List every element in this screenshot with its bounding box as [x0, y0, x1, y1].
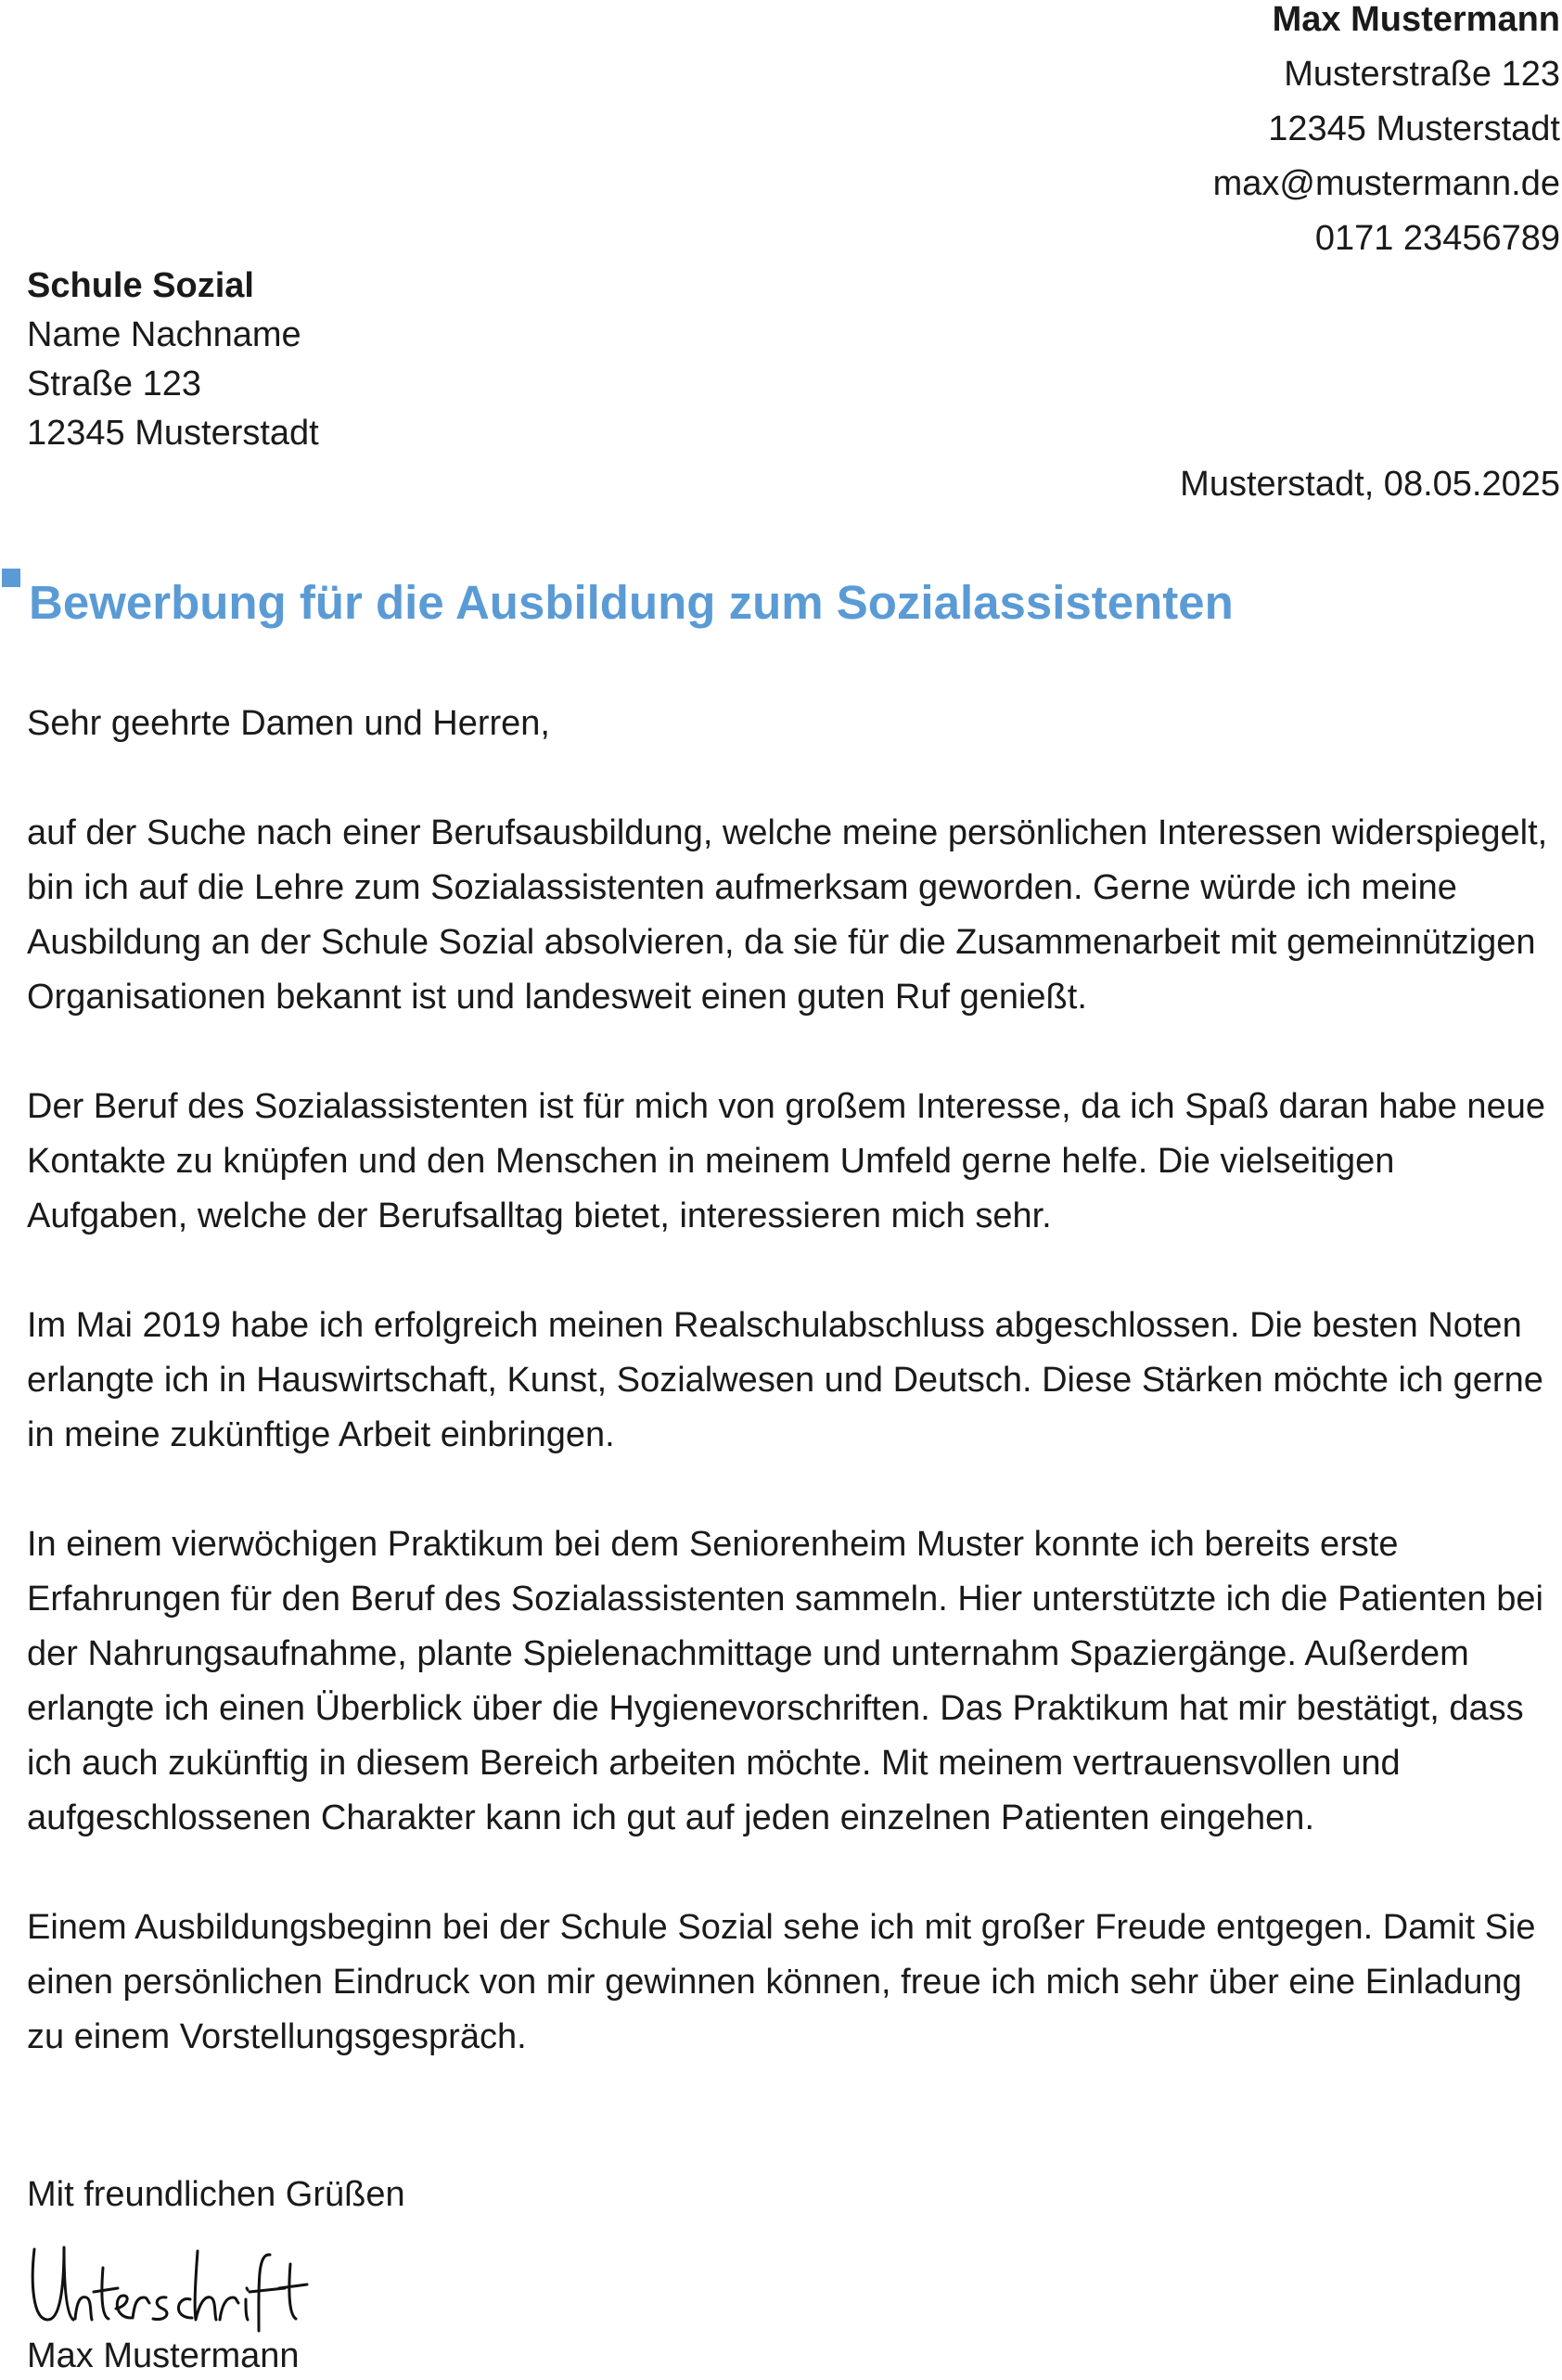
signature-drawing: [27, 2231, 324, 2333]
recipient-street: Straße 123: [27, 365, 201, 403]
sender-phone: 0171 23456789: [1314, 219, 1560, 258]
signer-name: Max Mustermann: [27, 2336, 300, 2375]
letter-date: Musterstadt, 08.05.2025: [1180, 465, 1560, 504]
letter-subject: Bewerbung für die Ausbildung zum Sozialassistenten: [29, 576, 1234, 629]
body-paragraph: auf der Suche nach einer Berufsausbildung, welche meine persönlichen Interessen widerspiegelt, bin ich auf die Lehre zum Sozialassistenten aufmerksam geworden. Gerne würde ich meine Ausbildung an der Schule Sozial absolvieren, da sie für die Zusammenarbeit mit gemeinnützigen Organisationen bekannt ist und landesweit einen guten Ruf genießt.: [27, 813, 1548, 1017]
sender-city: 12345 Musterstadt: [1268, 109, 1560, 148]
recipient-city: 12345 Musterstadt: [27, 414, 319, 453]
letter-body: [27, 697, 1557, 2119]
recipient-contact: Name Nachname: [27, 315, 301, 354]
recipient-address-block: [27, 262, 319, 458]
subject-marker: [2, 569, 20, 587]
sender-email: max@mustermann.de: [1212, 164, 1560, 203]
body-paragraph: Der Beruf des Sozialassistenten ist für mich von großem Interesse, da ich Spaß daran habe neue Kontakte zu knüpfen und den Menschen in meinem Umfeld gerne helfe. Die vielseitigen Aufgaben, welche der Berufsalltag bietet, interessieren mich sehr.: [27, 1087, 1545, 1235]
body-paragraph: In einem vierwöchigen Praktikum bei dem Seniorenheim Muster konnte ich bereits erste Erfahrungen für den Beruf des Sozialassistenten sammeln. Hier unterstützte ich die Patienten bei der Nahrungsaufnahme, plante Spielenachmittage und unternahm Spaziergänge. Außerdem erlangte ich einen Überblick über die Hygienevorschriften. Das Praktikum hat mir bestätigt, dass ich auch zukünftig in diesem Bereich arbeiten möchte. Mit meinem vertrauensvollen und aufgeschlossenen Charakter kann ich gut auf jeden einzelnen Patienten eingehen.: [27, 1525, 1543, 1837]
recipient-organization: Schule Sozial: [27, 266, 254, 305]
sender-address-block: [1213, 0, 1560, 266]
handwritten-signature: [27, 2231, 324, 2333]
body-paragraph: Im Mai 2019 habe ich erfolgreich meinen Realschulabschluss abgeschlossen. Die besten Noten erlangte ich in Hauswirtschaft, Kunst, Sozialwesen und Deutsch. Diese Stärken möchte ich gerne in meine zukünftige Arbeit einbringen.: [27, 1306, 1543, 1454]
sender-name: Max Mustermann: [1272, 0, 1560, 39]
sender-street: Musterstraße 123: [1284, 55, 1560, 94]
salutation: Sehr geehrte Damen und Herren,: [27, 704, 550, 743]
closing-phrase: Mit freundlichen Grüßen: [27, 2175, 405, 2214]
body-paragraph: Einem Ausbildungsbeginn bei der Schule Sozial sehe ich mit großer Freude entgegen. Damit Sie einen persönlichen Eindruck von mir gewinnen können, freue ich mich sehr über eine Einladung zu einem Vorstellungsgespräch.: [27, 1908, 1536, 2056]
